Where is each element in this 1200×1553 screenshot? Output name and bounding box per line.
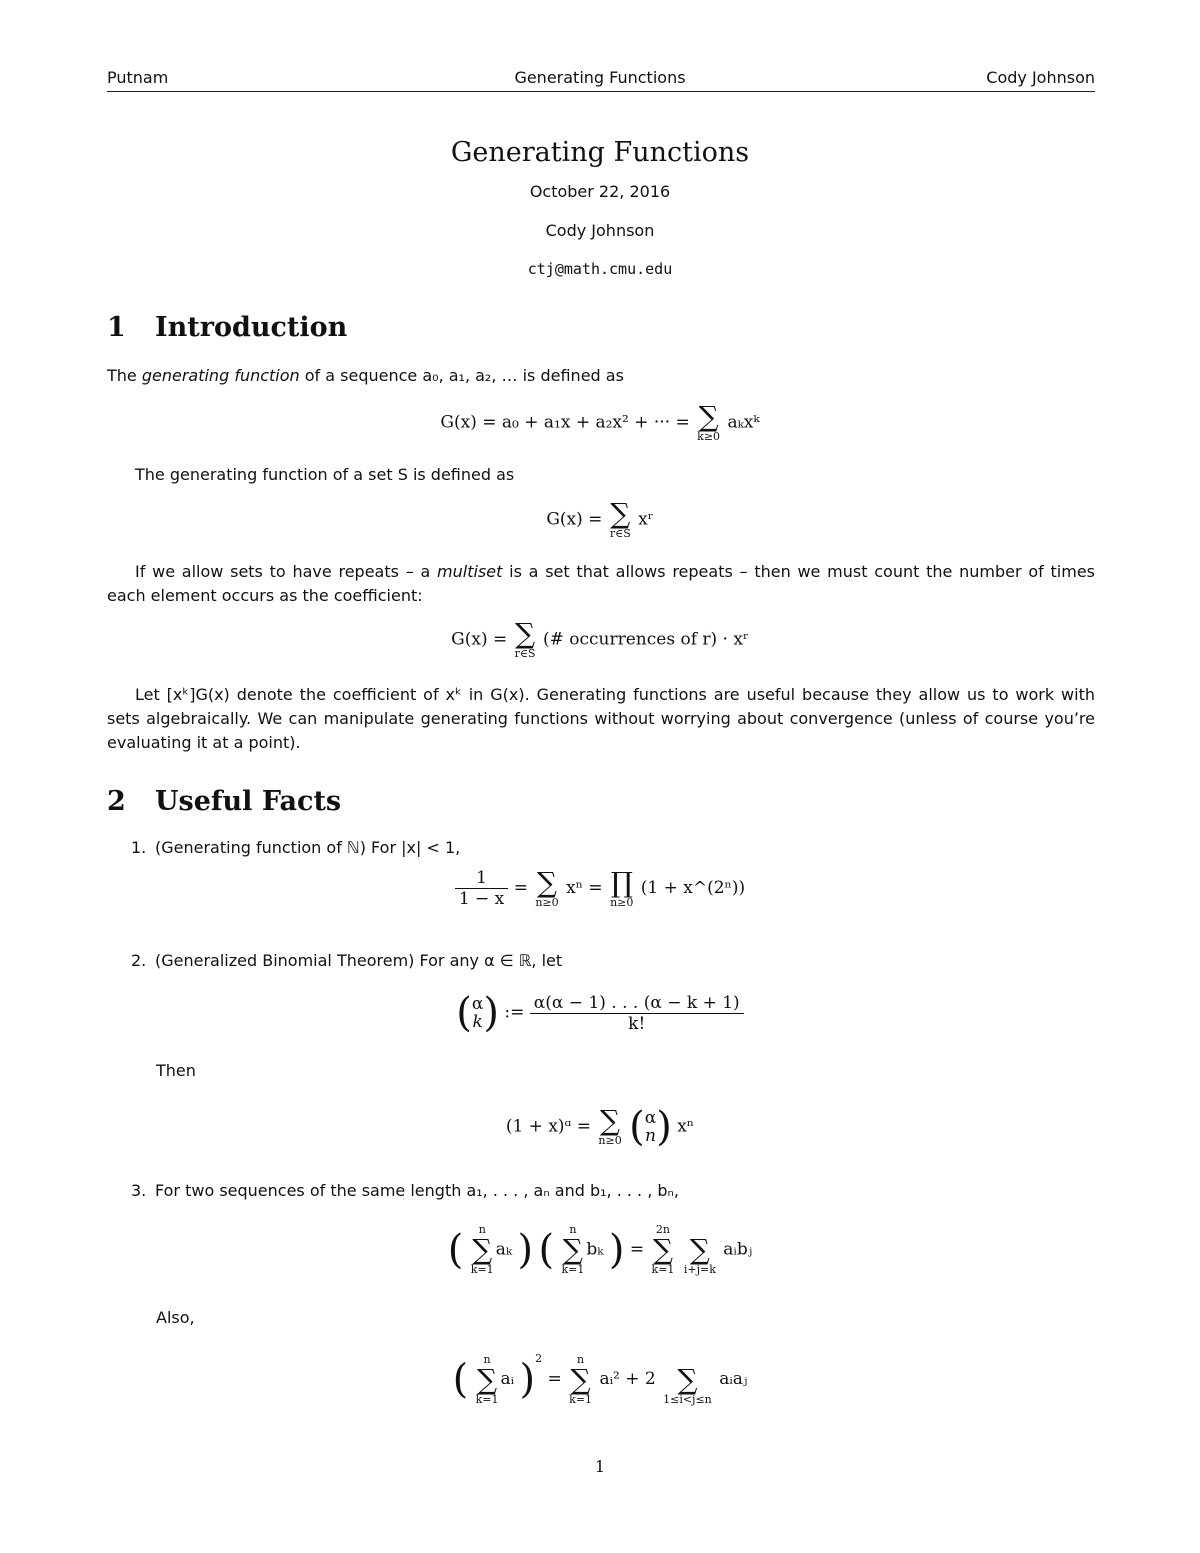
- header-rule: [107, 91, 1095, 92]
- list-item-1: 1. (Generating function of ℕ) For |x| < 1,: [131, 838, 461, 857]
- equation-geometric-series: $\frac{1}{1 - x}$ = ∑ n≥0 xⁿ = ∏ n≥0 (1 + x^(2ⁿ)): [0, 868, 1200, 909]
- also-label: Also,: [156, 1308, 195, 1327]
- intro-paragraph-2: The generating function of a set S is defined as: [135, 465, 515, 484]
- page-number: 1: [594, 1457, 606, 1476]
- date: October 22, 2016: [529, 182, 671, 201]
- section-heading-useful-facts: 2 Useful Facts: [107, 786, 342, 817]
- equation-binomial-definition: ( α k ) := $\frac{\alpha(\alpha - 1) . . . (\alpha - k + 1)}{k!}$: [0, 990, 1200, 1036]
- section-heading-introduction: 1 Introduction: [107, 312, 348, 343]
- equation-generating-function-sequence: G(x) = a₀ + a₁x + a₂x² + ··· = ∑ k≥0 aₖxᵏ: [440, 400, 760, 443]
- intro-paragraph-3: If we allow sets to have repeats – a multiset is a set that allows repeats – then we must count the number of times each element occurs as the coefficient:: [107, 562, 1096, 605]
- header-right: Cody Johnson: [986, 68, 1095, 87]
- equation-generating-function-set: G(x) = ∑ r∈S xʳ: [546, 497, 654, 540]
- author: Cody Johnson: [545, 221, 655, 240]
- equation-product-of-sums: ( n ∑ k=1 aₖ ) ( n ∑ k=1 bₖ ) = 2n ∑ k=1 ∑ i+j=k aᵢbⱼ: [447, 1223, 753, 1276]
- list-item-3: 3. For two sequences of the same length a₁, . . . , aₙ and b₁, . . . , bₙ,: [131, 1181, 680, 1200]
- list-item-2: 2. (Generalized Binomial Theorem) For any α ∈ ℝ, let: [131, 951, 563, 970]
- intro-paragraph-4: Let [xᵏ]G(x) denote the coefficient of xᵏ in G(x). Generating functions are useful because they allow us to work with sets algebraically. We can manipulate generating functions without worrying about convergence (unless of course you’re evaluating it at a point).: [107, 685, 1095, 752]
- header-left: Putnam: [107, 68, 169, 87]
- page-title: Generating Functions: [450, 137, 750, 168]
- header-center: Generating Functions: [514, 68, 686, 87]
- equation-square-of-sum: ( n ∑ k=1 aᵢ )$^2$ = n ∑ k=1 aᵢ² + 2 ∑ 1≤i<j≤n aᵢaⱼ: [452, 1352, 748, 1406]
- intro-paragraph-1: The generating function of a sequence a₀, a₁, a₂, … is defined as: [107, 366, 624, 385]
- equation-binomial-theorem: (1 + x)ᵅ = ∑ n≥0 ( α n ) xⁿ: [505, 1104, 695, 1150]
- then-label: Then: [156, 1061, 196, 1080]
- equation-multiset: G(x) = ∑ r∈S (# occurrences of r) · xʳ: [451, 617, 749, 660]
- email: ctj@math.cmu.edu: [527, 260, 673, 278]
